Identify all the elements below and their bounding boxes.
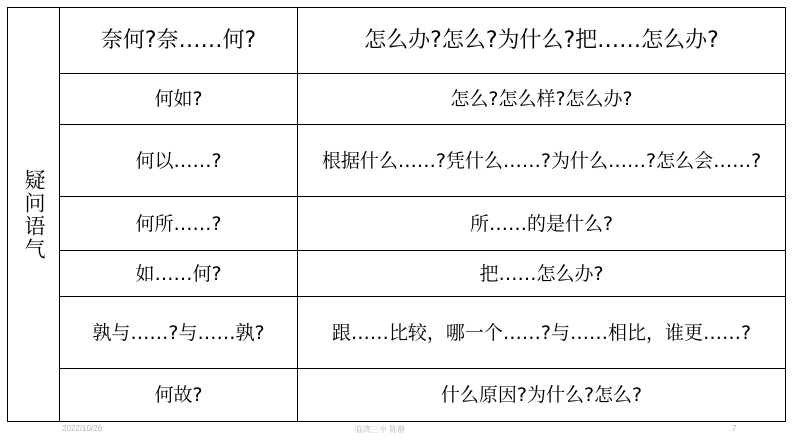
phrase-cell: 何所……? (60, 197, 298, 251)
footer-author: 临湾三中 陈静 (355, 425, 406, 434)
table-row (8, 125, 786, 197)
table-row (8, 197, 786, 251)
meaning-cell: 所……的是什么? (298, 197, 786, 251)
meaning-cell: 什么原因?为什么?怎么? (298, 369, 786, 422)
table-row (8, 74, 786, 125)
meaning-cell: 跟……比较，哪一个……?与……相比，谁更……? (298, 297, 786, 369)
phrase-cell: 奈何?奈……何? (60, 8, 298, 74)
phrase-cell: 何以……? (60, 125, 298, 197)
meaning-cell: 根据什么……?凭什么……?为什么……?怎么会……? (298, 125, 786, 197)
meaning-cell: 怎么办?怎么?为什么?把……怎么办? (298, 8, 786, 74)
phrase-cell: 孰与……?与……孰? (60, 297, 298, 369)
table-row (8, 251, 786, 297)
phrase-cell: 何故? (60, 369, 298, 422)
meaning-cell: 怎么?怎么样?怎么办? (298, 74, 786, 125)
side-label: 疑问语气 (8, 8, 60, 422)
table-row (8, 297, 786, 369)
phrase-cell: 如……何? (60, 251, 298, 297)
table-row (8, 369, 786, 422)
footer-page-number: 7 (732, 424, 737, 433)
footer-date: 2022/10/26 (62, 424, 103, 433)
phrase-table (7, 7, 786, 422)
table-row (8, 8, 786, 74)
meaning-cell: 把……怎么办? (298, 251, 786, 297)
phrase-cell: 何如? (60, 74, 298, 125)
